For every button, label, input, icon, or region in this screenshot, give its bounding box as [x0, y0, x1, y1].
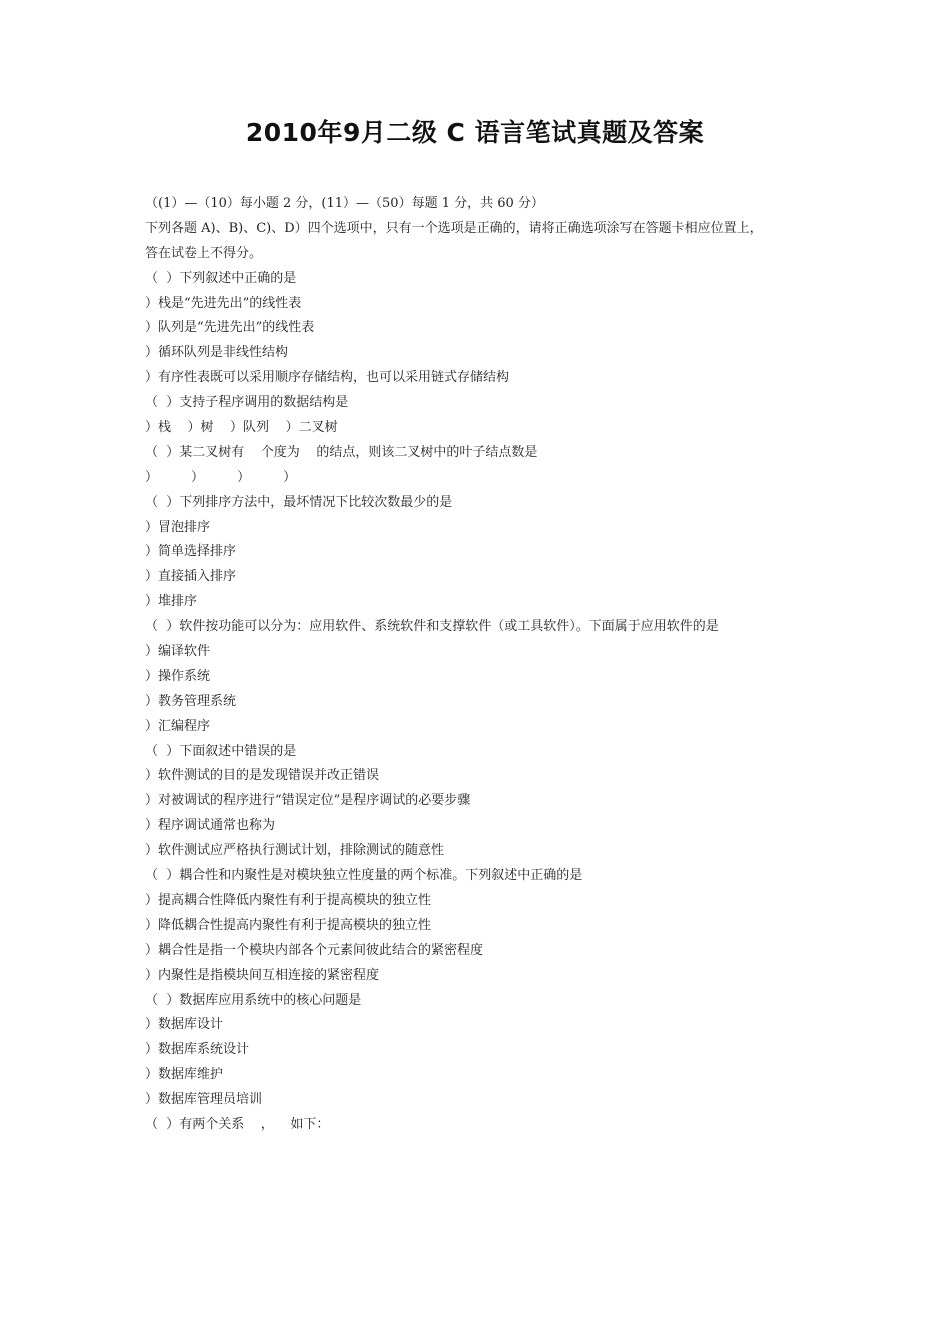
text-line: 下列各题 A)、B)、C)、D）四个选项中，只有一个选项是正确的，请将正确选项涂写在答题卡相应位置上，: [145, 220, 763, 236]
text-line: ）直接插入排序: [145, 569, 237, 585]
text-line: ）数据库维护: [145, 1067, 224, 1083]
text-line: ）栈 ）树 ）队列 ）二叉树: [145, 420, 338, 436]
text-line: ）程序调试通常也称为: [145, 818, 276, 834]
text-line: ）耦合性是指一个模块内部各个元素间彼此结合的紧密程度: [145, 942, 484, 958]
text-line: （ ）下列叙述中正确的是: [145, 270, 297, 286]
text-line: ）软件测试的目的是发现错误并改正错误: [145, 768, 380, 784]
text-line: ）队列是“先进先出”的线性表: [145, 320, 315, 336]
text-line: ）数据库系统设计: [145, 1042, 250, 1058]
text-line: 答在试卷上不得分。: [145, 245, 263, 261]
text-line: （ ）耦合性和内聚性是对模块独立性度量的两个标准。下列叙述中正确的是: [145, 868, 583, 884]
text-line: ）简单选择排序: [145, 544, 237, 560]
text-line: ）提高耦合性降低内聚性有利于提高模块的独立性: [145, 892, 432, 908]
text-line: （ ）下列排序方法中，最坏情况下比较次数最少的是: [145, 494, 453, 510]
text-line: （ ）某二叉树有 个度为 的结点，则该二叉树中的叶子结点数是: [145, 444, 538, 460]
text-line: （ ）数据库应用系统中的核心问题是: [145, 992, 362, 1008]
text-line: ）操作系统: [145, 668, 211, 684]
text-line: ）编译软件: [145, 644, 211, 660]
text-line: ） ） ） ）: [145, 469, 297, 485]
text-line: ）冒泡排序: [145, 519, 211, 535]
text-line: （(1）—（10）每小题 2 分，(11）—（50）每题 1 分，共 60 分）: [145, 196, 544, 211]
text-line: ）对被调试的程序进行“错误定位”是程序调试的必要步骤: [145, 793, 471, 809]
text-line: ）有序性表既可以采用顺序存储结构，也可以采用链式存储结构: [145, 370, 510, 386]
text-line: ）内聚性是指模块间互相连接的紧密程度: [145, 967, 380, 983]
text-line: ）数据库设计: [145, 1017, 224, 1033]
text-line: ）栈是“先进先出”的线性表: [145, 295, 302, 311]
text-line: ）汇编程序: [145, 718, 211, 734]
document-body: [145, 192, 825, 1138]
text-line: ）数据库管理员培训: [145, 1092, 263, 1108]
text-line: （ ）软件按功能可以分为：应用软件、系统软件和支撑软件（或工具软件）。下面属于应用软件的是: [145, 619, 719, 635]
text-line: ）降低耦合性提高内聚性有利于提高模块的独立性: [145, 917, 432, 933]
text-line: ）堆排序: [145, 594, 198, 610]
text-line: ）教务管理系统: [145, 693, 237, 709]
text-line: （ ）支持子程序调用的数据结构是: [145, 395, 349, 411]
text-line: ）软件测试应严格执行测试计划，排除测试的随意性: [145, 843, 445, 859]
text-line: （ ）下面叙述中错误的是: [145, 743, 297, 759]
text-line: （ ）有两个关系 ， 如下：: [145, 1116, 330, 1132]
document-title: 2010年9月二级 C 语言笔试真题及答案: [245, 118, 705, 147]
text-line: ）循环队列是非线性结构: [145, 345, 289, 361]
